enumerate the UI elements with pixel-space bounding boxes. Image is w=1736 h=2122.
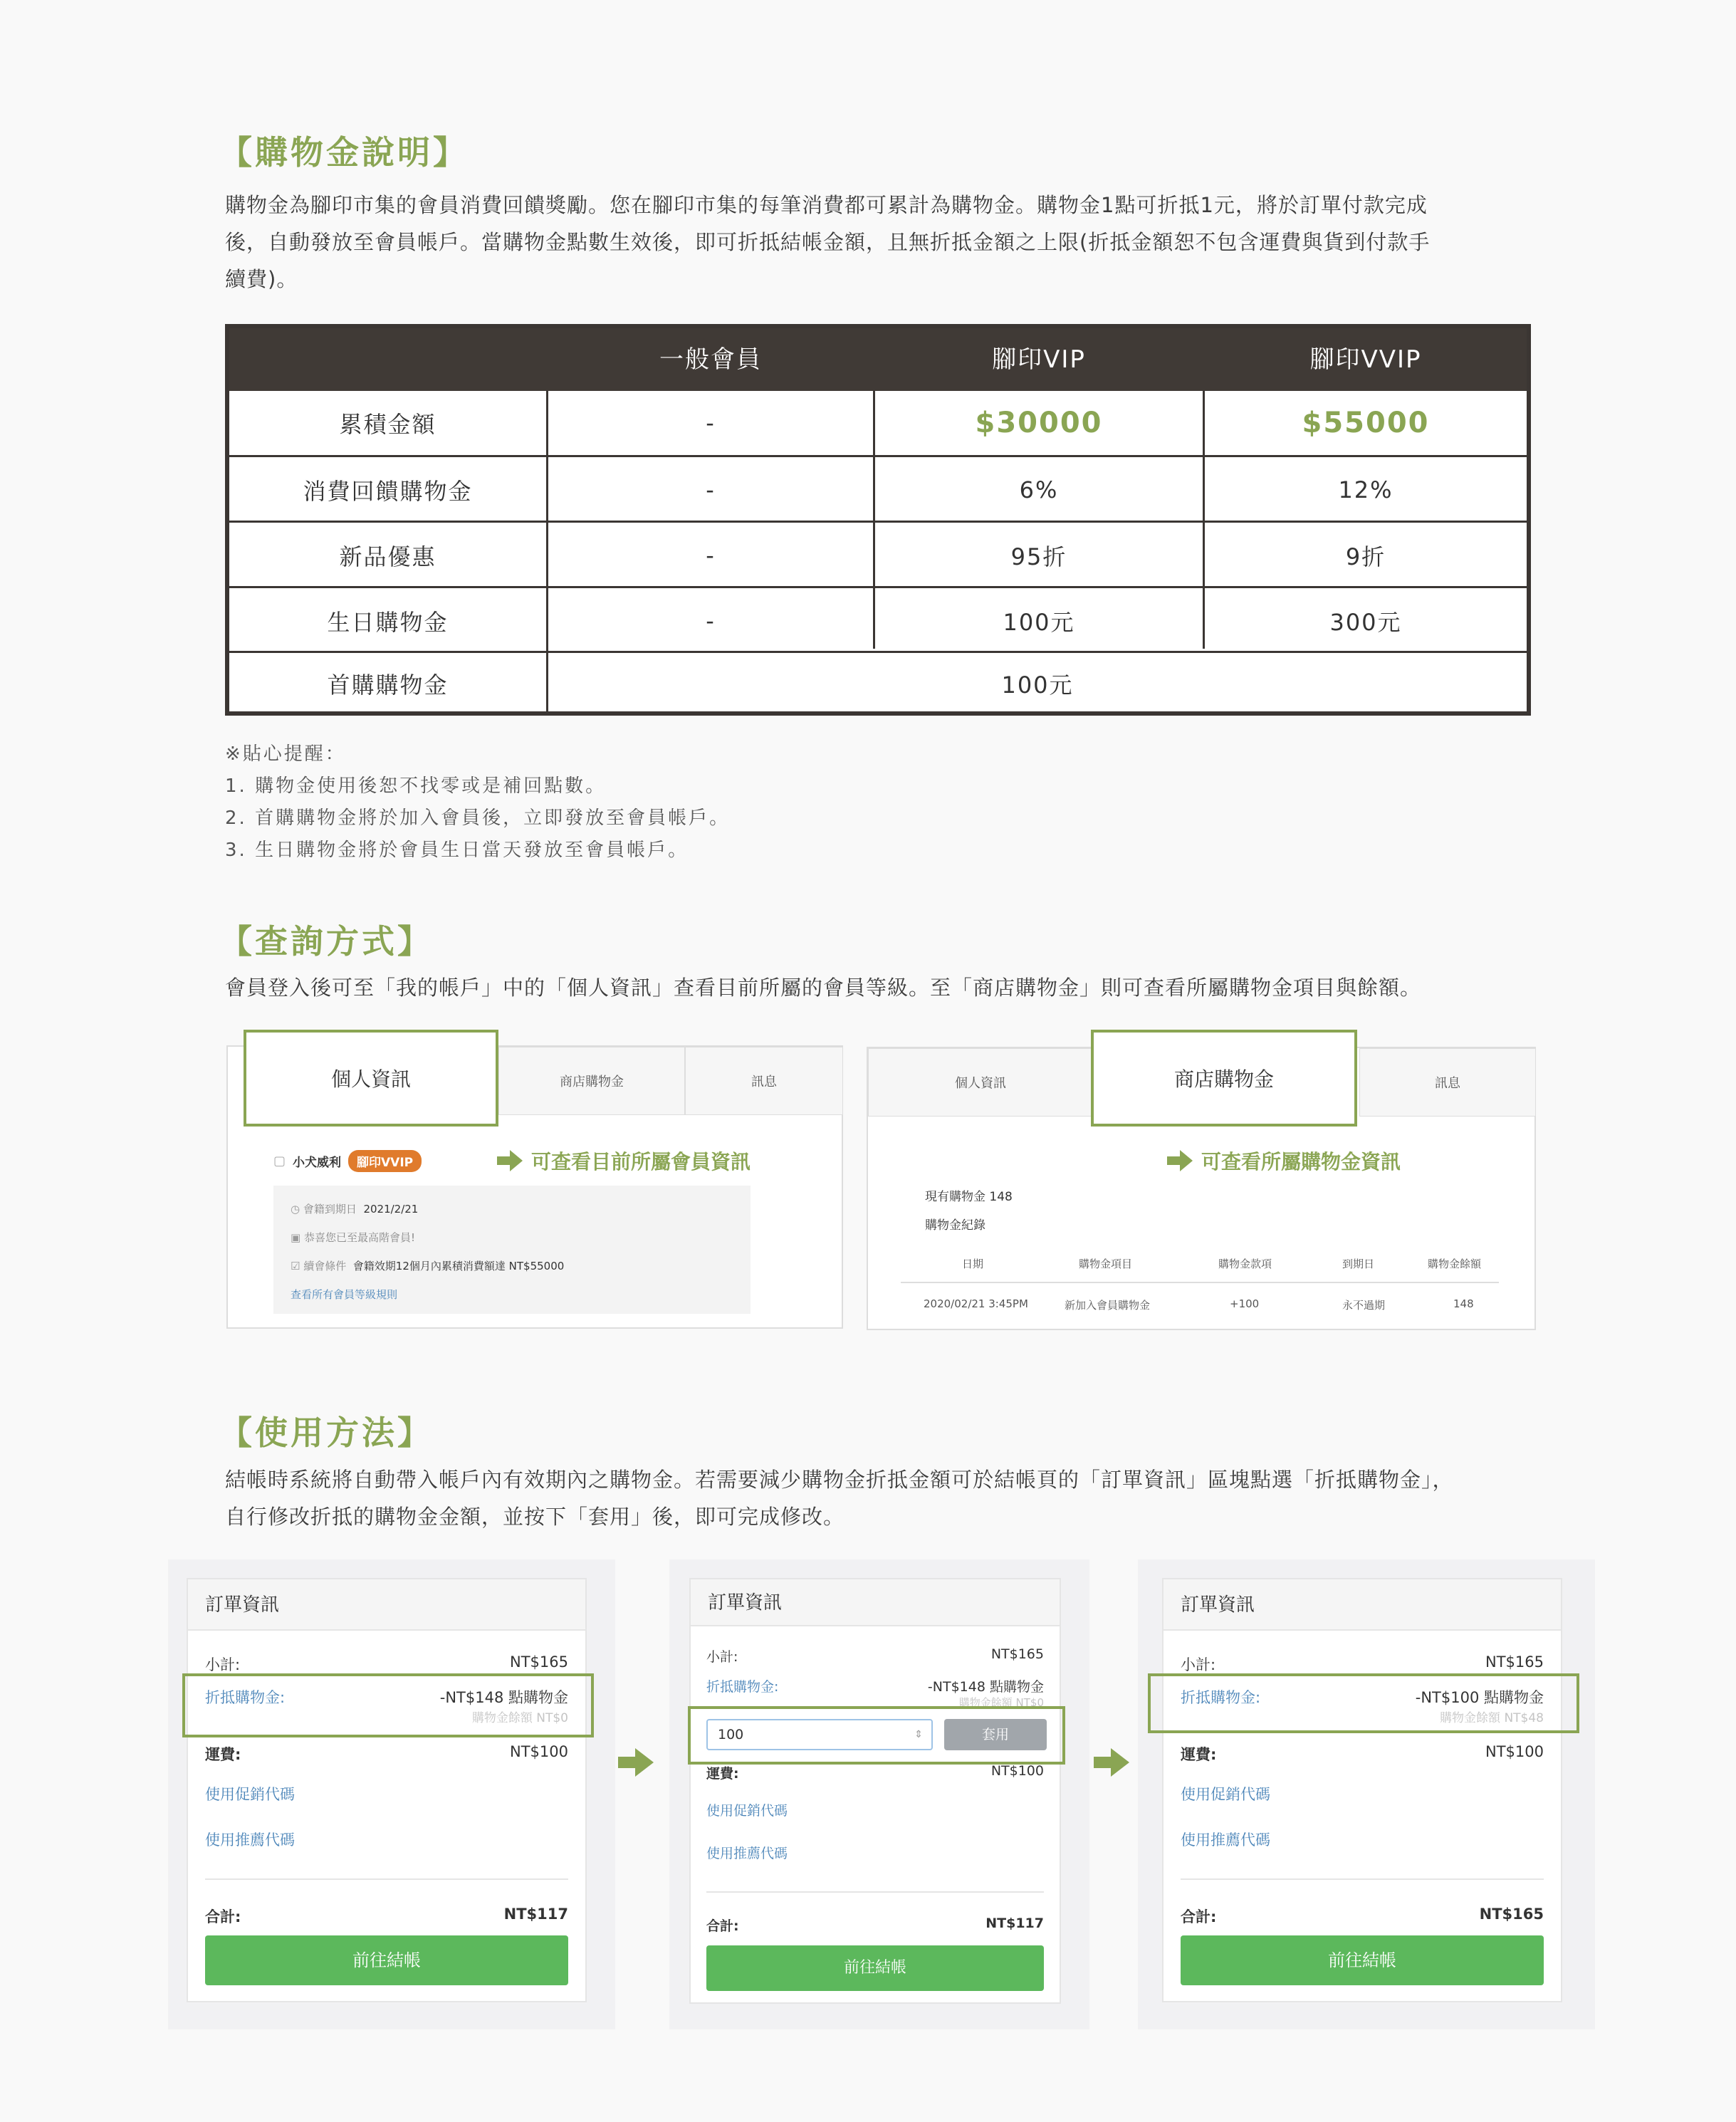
tab-profile[interactable]: 個人資訊	[868, 1048, 1093, 1117]
shipping-label: 運費:	[706, 1766, 739, 1782]
order-card-original	[187, 1578, 587, 2002]
trophy-icon: ▣	[291, 1231, 301, 1244]
credit-balance: 購物金餘額 NT$0	[958, 1696, 1044, 1709]
row-label: 首購購物金	[327, 671, 449, 699]
renew-value: 會籍效期12個月內累積消費額達 NT$55000	[352, 1260, 565, 1272]
referral-code-link[interactable]: 使用推薦代碼	[706, 1846, 788, 1861]
cell-regular: -	[706, 607, 716, 634]
renew-label: 續會條件	[303, 1260, 347, 1272]
subtotal-label: 小計:	[1181, 1656, 1216, 1673]
table-row	[229, 455, 1527, 523]
clock-icon: ◷	[291, 1203, 300, 1216]
table-row	[229, 586, 1527, 653]
expire-value: 2021/2/21	[363, 1203, 419, 1216]
card-title: 訂單資訊	[691, 1579, 1060, 1626]
cell-merged: 100元	[1001, 671, 1074, 699]
total-label: 合計:	[1181, 1908, 1217, 1925]
section-title-query: 【查詢方式】	[219, 922, 433, 961]
note-heading: ※貼心提醒：	[225, 743, 346, 765]
highlight-credit-row	[182, 1673, 594, 1737]
query-description: 會員登入後可至「我的帳戶」中的「個人資訊」查看目前所屬的會員等級。至「商店購物金」則可查看所屬購物金項目與餘額。	[225, 976, 1422, 1000]
credit-deduct-link[interactable]: 折抵購物金:	[205, 1689, 286, 1706]
subtotal-value: NT$165	[1485, 1653, 1544, 1671]
cell-vip: 95折	[1010, 543, 1067, 570]
table-row	[229, 651, 1527, 714]
current-credits: 現有購物金 148	[925, 1190, 1013, 1204]
cell-balance: 148	[1453, 1297, 1474, 1310]
cell-vvip: 9折	[1345, 543, 1386, 570]
note-item: 1. 購物金使用後恕不找零或是補回點數。	[225, 775, 607, 797]
arrow-right-icon	[1094, 1748, 1129, 1777]
callout-credits-info: 可查看所屬購物金資訊	[1201, 1150, 1401, 1174]
shipping-value: NT$100	[510, 1743, 568, 1760]
table-row	[229, 521, 1527, 588]
table-row	[229, 391, 1527, 455]
cell-amount: +100	[1230, 1297, 1260, 1310]
cell-vip: 100元	[1003, 608, 1075, 636]
credits-description	[225, 187, 1549, 298]
user-icon: ▢	[273, 1154, 286, 1169]
col-amount: 購物金款項	[1218, 1258, 1272, 1270]
header-vvip: 腳印VVIP	[1309, 345, 1422, 374]
tab-messages[interactable]: 訊息	[685, 1047, 843, 1115]
row-label: 新品優惠	[339, 543, 436, 570]
cell-vip: $30000	[975, 407, 1103, 439]
subtotal-label: 小計:	[706, 1649, 738, 1665]
tab-messages[interactable]: 訊息	[1359, 1048, 1536, 1117]
col-balance: 購物金餘額	[1428, 1258, 1482, 1270]
note-item: 2. 首購購物金將於加入會員後，立即發放至會員帳戶。	[225, 807, 731, 829]
credits-description-line: 後，自動發放至會員帳戶。當購物金點數生效後，即可折抵結帳金額，且無折抵金額之上限(折抵金額恕不包含運費與貨到付款手	[225, 230, 1431, 254]
membership-badge: 腳印VVIP	[348, 1150, 422, 1172]
credit-deduct-link[interactable]: 折抵購物金:	[706, 1679, 779, 1695]
card-title: 訂單資訊	[188, 1579, 585, 1631]
credits-record-title: 購物金紀錄	[925, 1218, 985, 1233]
arrow-right-icon	[1167, 1150, 1193, 1171]
callout-member-info: 可查看目前所屬會員資訊	[531, 1150, 751, 1174]
usage-description	[225, 1461, 1454, 1535]
username: 小犬威利	[293, 1156, 342, 1170]
credit-deduct-value: -NT$100 點購物金	[1415, 1689, 1544, 1706]
total-value: NT$165	[1479, 1906, 1544, 1923]
referral-code-link[interactable]: 使用推薦代碼	[1181, 1831, 1270, 1849]
row-label: 累積金額	[339, 411, 436, 438]
cell-vvip: $55000	[1302, 407, 1430, 439]
promo-code-link[interactable]: 使用促銷代碼	[205, 1786, 295, 1803]
order-card-editing	[689, 1578, 1061, 2004]
stepper-icon[interactable]: ⇕	[914, 1729, 923, 1740]
membership-table	[225, 324, 1531, 716]
col-date: 日期	[962, 1258, 984, 1270]
subtotal-label: 小計:	[205, 1656, 241, 1673]
note-item: 3. 生日購物金將於會員生日當天發放至會員帳戶。	[225, 840, 689, 861]
credit-amount-value: 100	[718, 1727, 744, 1742]
credits-description-line: 續費)。	[225, 267, 298, 291]
credits-description-line: 購物金為腳印市集的會員消費回饋獎勵。您在腳印市集的每筆消費都可累計為購物金。購物金1點可折抵1元，將於訂單付款完成	[225, 193, 1428, 217]
credit-balance: 購物金餘額 NT$48	[1440, 1711, 1544, 1725]
tab-store-credits[interactable]: 商店購物金	[1091, 1030, 1357, 1127]
tab-store-credits[interactable]: 商店購物金	[498, 1047, 685, 1115]
promo-code-link[interactable]: 使用促銷代碼	[1181, 1786, 1270, 1803]
record-table-header	[901, 1256, 1499, 1283]
congrats-text: 恭喜您已至最高階會員!	[303, 1231, 415, 1244]
table-header	[229, 328, 1527, 391]
check-icon: ☑	[291, 1260, 300, 1272]
credit-balance: 購物金餘額 NT$0	[471, 1711, 568, 1725]
cell-regular: -	[706, 409, 716, 437]
header-vip: 腳印VIP	[992, 345, 1086, 374]
shipping-value: NT$100	[1485, 1743, 1544, 1760]
order-card-updated	[1162, 1578, 1562, 2002]
checkout-button[interactable]: 前往結帳	[205, 1935, 568, 1985]
arrow-right-icon	[497, 1150, 523, 1171]
usage-description-line: 結帳時系統將自動帶入帳戶內有效期內之購物金。若需要減少購物金折抵金額可於結帳頁的「訂單資訊」區塊點選「折抵購物金」，	[225, 1468, 1454, 1492]
credit-deduct-link[interactable]: 折抵購物金:	[1181, 1689, 1261, 1706]
header-regular: 一般會員	[659, 345, 762, 374]
arrow-right-icon	[618, 1748, 654, 1777]
cell-regular: -	[706, 476, 716, 503]
reminder-notes	[225, 738, 730, 867]
member-info-box	[273, 1186, 751, 1314]
promo-code-link[interactable]: 使用促銷代碼	[706, 1803, 788, 1819]
row-label: 生日購物金	[327, 608, 449, 636]
shipping-label: 運費:	[1181, 1746, 1217, 1763]
subtotal-value: NT$165	[510, 1653, 568, 1671]
section-title-credits: 【購物金說明】	[219, 133, 469, 172]
section-title-usage: 【使用方法】	[219, 1413, 433, 1452]
card-title: 訂單資訊	[1164, 1579, 1561, 1631]
cell-vvip: 300元	[1329, 608, 1402, 636]
row-label: 消費回饋購物金	[303, 478, 473, 505]
checkout-button[interactable]: 前往結帳	[1181, 1935, 1544, 1985]
expire-label: 會籍到期日	[303, 1203, 357, 1216]
cell-expire: 永不過期	[1342, 1299, 1386, 1312]
member-levels-link[interactable]: 查看所有會員等級規則	[291, 1288, 398, 1301]
cell-item: 新加入會員購物金	[1065, 1299, 1151, 1312]
cell-regular: -	[706, 542, 716, 569]
shipping-label: 運費:	[205, 1746, 241, 1763]
tab-profile[interactable]: 個人資訊	[244, 1030, 498, 1127]
cell-date: 2020/02/21 3:45PM	[924, 1297, 1028, 1310]
total-value: NT$117	[503, 1906, 568, 1923]
total-label: 合計:	[706, 1918, 739, 1934]
credit-deduct-value: -NT$148 點購物金	[439, 1689, 568, 1706]
checkout-button[interactable]: 前往結帳	[706, 1945, 1044, 1991]
referral-code-link[interactable]: 使用推薦代碼	[205, 1831, 295, 1849]
shipping-value: NT$100	[990, 1763, 1044, 1779]
col-expire: 到期日	[1342, 1258, 1375, 1270]
highlight-input-row	[688, 1706, 1065, 1765]
credit-deduct-value: -NT$148 點購物金	[927, 1679, 1044, 1695]
col-item: 購物金項目	[1079, 1258, 1133, 1270]
cell-vvip: 12%	[1338, 476, 1393, 503]
total-label: 合計:	[205, 1908, 241, 1925]
total-value: NT$117	[985, 1915, 1044, 1931]
usage-description-line: 自行修改折抵的購物金金額，並按下「套用」後，即可完成修改。	[225, 1505, 845, 1529]
subtotal-value: NT$165	[990, 1646, 1044, 1662]
highlight-credit-row	[1148, 1673, 1579, 1733]
apply-button[interactable]: 套用	[944, 1719, 1047, 1750]
cell-vip: 6%	[1019, 476, 1059, 503]
